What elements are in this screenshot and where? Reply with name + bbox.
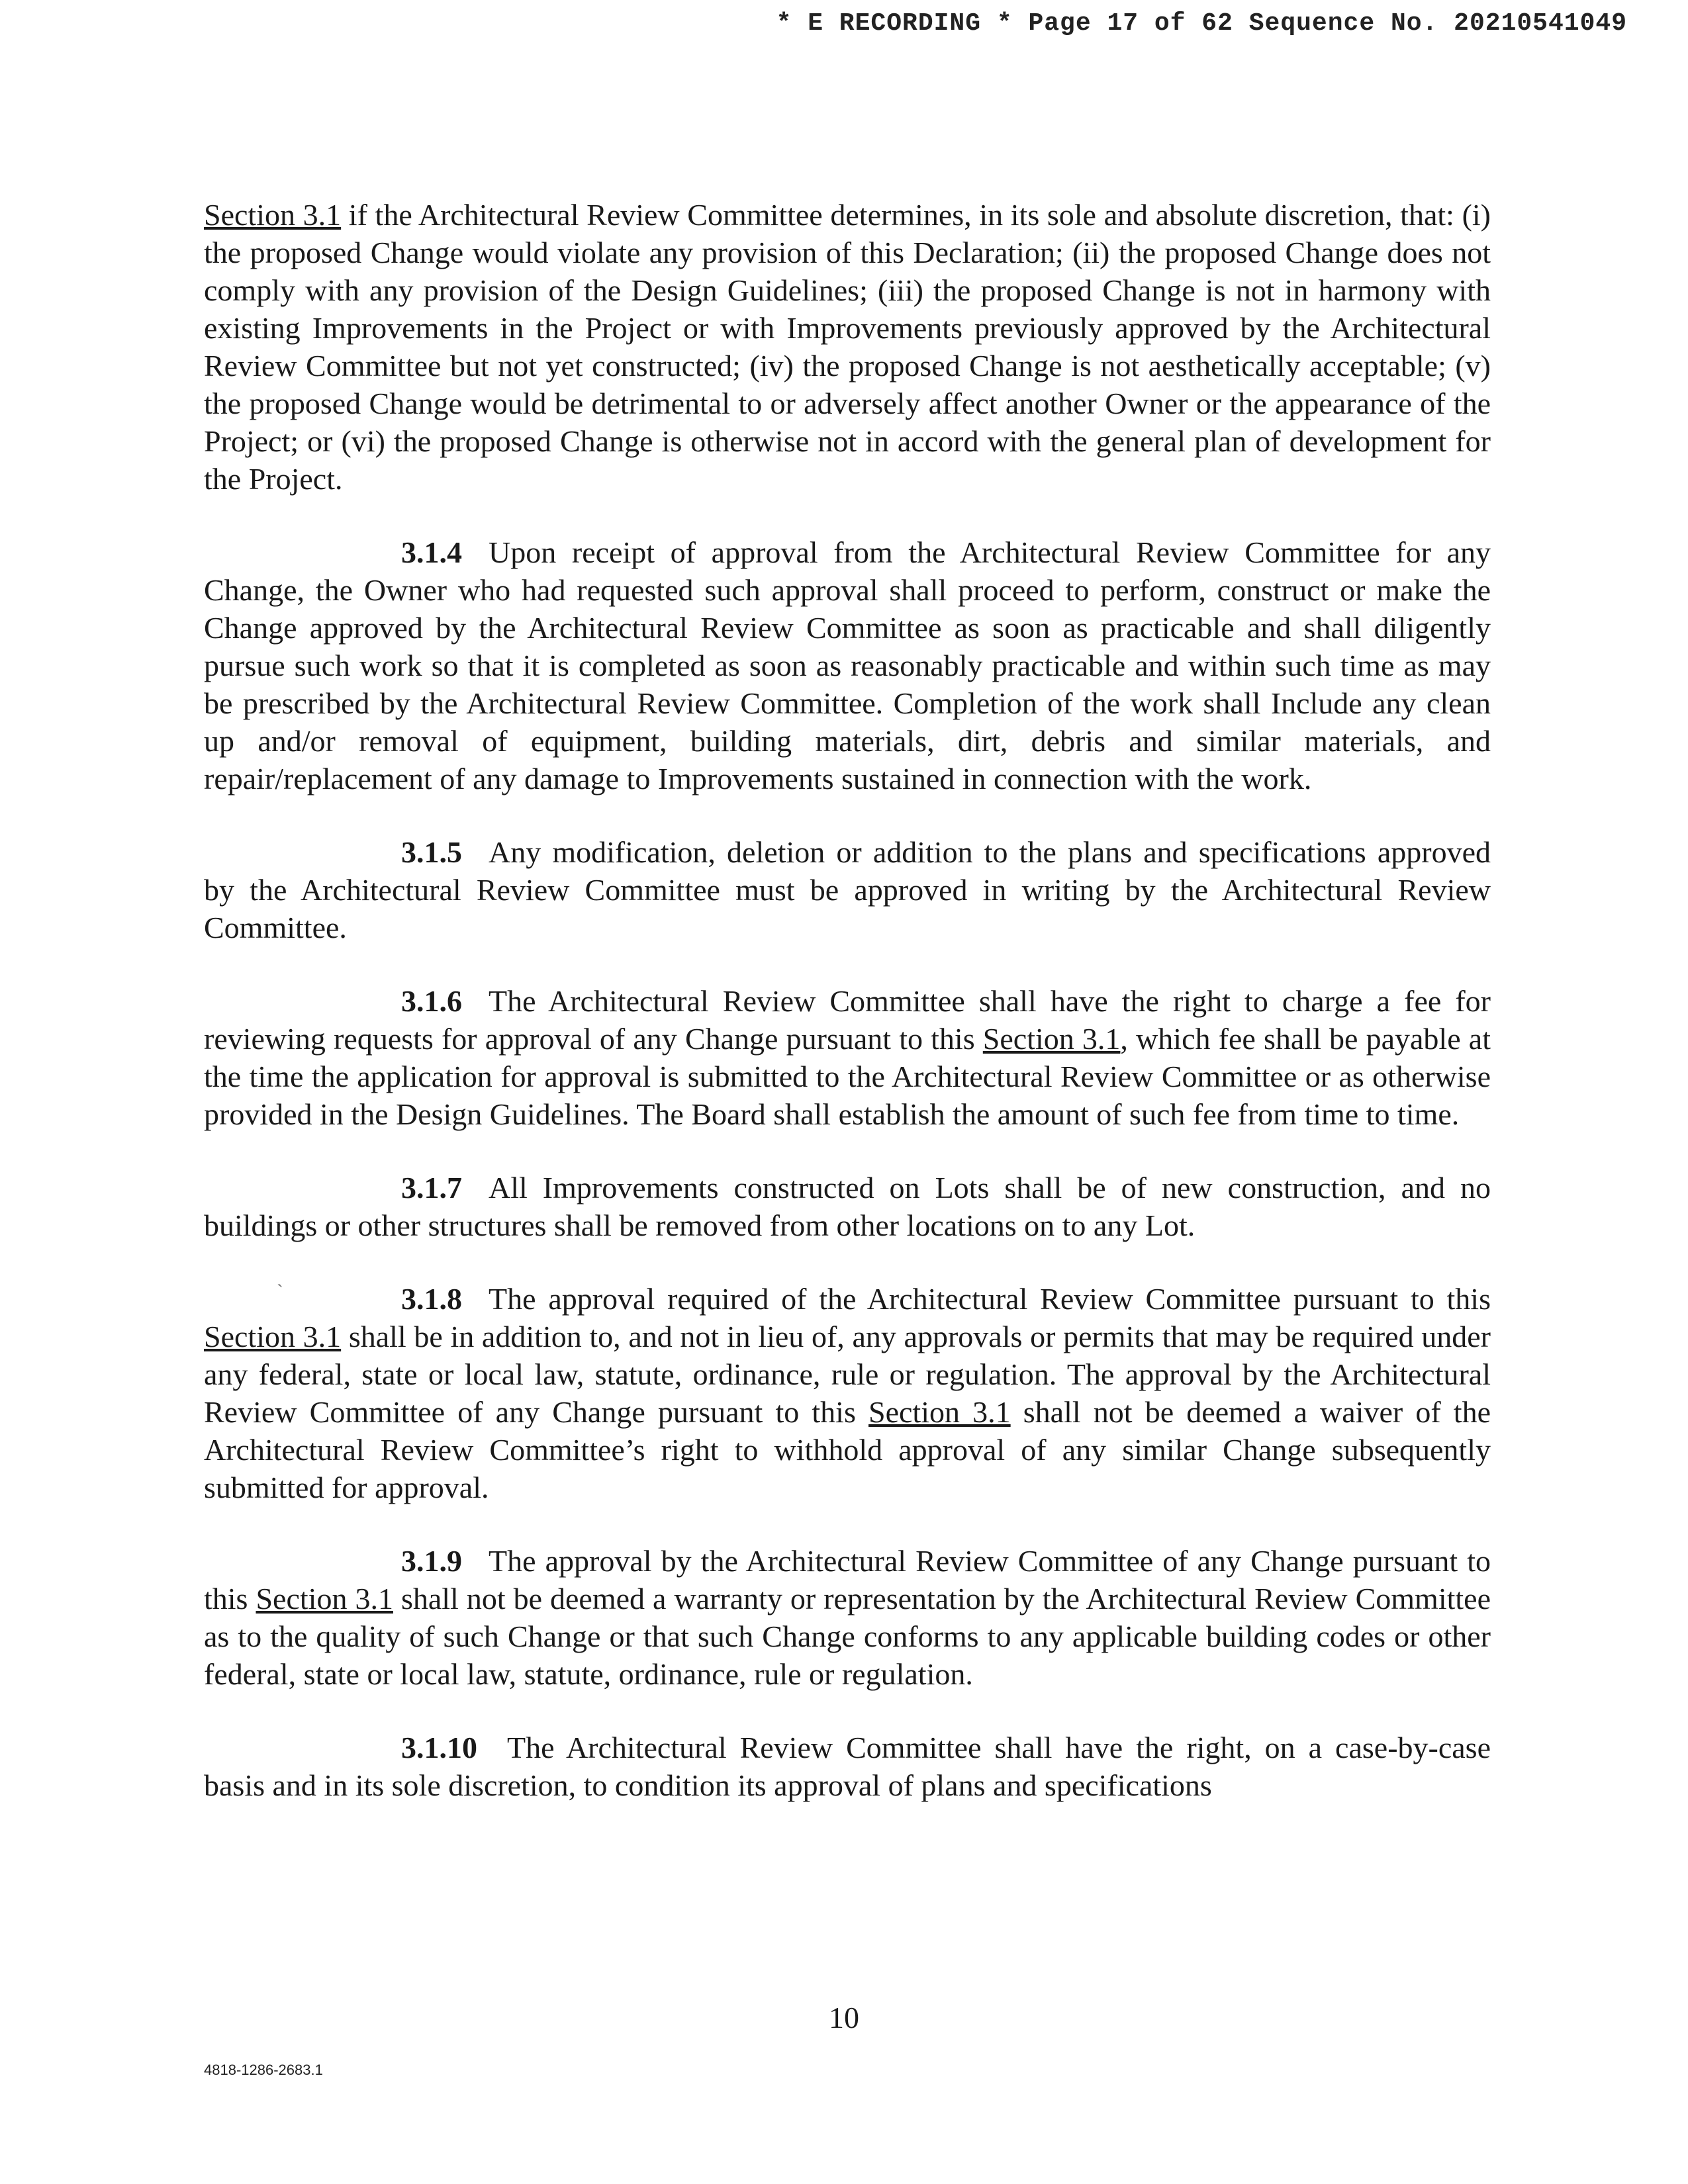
paragraph-text: The approval required of the Architectural Review Committee pursuant to this: [489, 1282, 1491, 1316]
paragraph-text: Any modification, deletion or addition to the plans and specifications approved by the Architectural Review Committee must be approved in writing by the Architectural Review Committee.: [204, 835, 1491, 944]
section-number: 3.1.5: [401, 835, 462, 869]
paragraph-text: All Improvements constructed on Lots shall be of new construction, and no buildings or other structures shall be removed from other locations on to any Lot.: [204, 1171, 1491, 1242]
paragraph-text: Upon receipt of approval from the Architectural Review Committee for any Change, the Owner who had requested such approval shall proceed to perform, construct or make the Change approved by the Architectural Review Committee as soon as practicable and shall diligently pursue such work so that it is completed as soon as reasonably practicable and within such time as may be prescribed by the Architectural Review Committee. Completion of the work shall Include any clean up and/or removal of equipment, building materials, dirt, debris and similar materials, and repair/replacement of any damage to Improvements sustained in connection with the work.: [204, 535, 1491, 796]
document-body: [204, 196, 1491, 1840]
document-id: 4818-1286-2683.1: [204, 2062, 323, 2078]
paragraph-text: The Architectural Review Committee shall have the right, on a case-by-case basis and in its sole discretion, to condition its approval of plans and specifications: [204, 1731, 1491, 1802]
paragraph-text: , which fee shall be payable at the time the application for approval is submitted to the Architectural Review Committee or as otherwise provided in the Design Guidelines. The Board shall establish the amount of such fee from time to time.: [204, 1022, 1491, 1131]
paragraph-continuation: [204, 196, 1491, 498]
paragraph-3-1-6: [204, 982, 1491, 1133]
paragraph-text: shall not be deemed a warranty or representation by the Architectural Review Committee as to the quality of such Change or that such Change conforms to any applicable building codes or other federal, state or local law, statute, ordinance, rule or regulation.: [204, 1582, 1491, 1691]
section-reference: Section 3.1: [982, 1022, 1121, 1056]
section-reference: Section 3.1: [204, 1320, 342, 1353]
scan-speck: `: [277, 1281, 283, 1302]
paragraph-3-1-10: [204, 1729, 1491, 1804]
section-reference: Section 3.1: [256, 1582, 393, 1615]
section-number: 3.1.6: [401, 984, 462, 1018]
paragraph-text: The approval by the Architectural Review Committee of any Change pursuant to this: [204, 1544, 1491, 1615]
recording-stamp: * E RECORDING * Page 17 of 62 Sequence No. 20210541049: [776, 9, 1627, 38]
section-reference: Section 3.1: [868, 1395, 1011, 1429]
section-number: 3.1.8: [401, 1282, 462, 1316]
paragraph-3-1-7: [204, 1169, 1491, 1244]
section-number: 3.1.7: [401, 1171, 462, 1205]
paragraph-text: if the Architectural Review Committee determines, in its sole and absolute discretion, that: (i) the proposed Change would violate any provision of this Declaration; (ii) the proposed Change does not comply with any provision of the Design Guidelines; (iii) the proposed Change is not in harmony with existing Improvements in the Project or with Improvements previously approved by the Architectural Review Committee but not yet constructed; (iv) the proposed Change is not aesthetically acceptable; (v) the proposed Change would be detrimental to or adversely affect another Owner or the appearance of the Project; or (vi) the proposed Change is otherwise not in accord with the general plan of development for the Project.: [204, 198, 1491, 496]
paragraph-text: The Architectural Review Committee shall have the right to charge a fee for reviewing requests for approval of any Change pursuant to this: [204, 984, 1491, 1056]
paragraph-3-1-4: [204, 533, 1491, 797]
section-number: 3.1.10: [401, 1731, 477, 1764]
paragraph-text: shall be in addition to, and not in lieu of, any approvals or permits that may be required under any federal, state or local law, statute, ordinance, rule or regulation. The approval by the Architectural Review Committee of any Change pursuant to this: [204, 1320, 1491, 1429]
section-number: 3.1.4: [401, 535, 462, 569]
paragraph-text: shall not be deemed a waiver of the Architectural Review Committee’s right to withhold approval of any similar Change subsequently submitted for approval.: [204, 1395, 1491, 1504]
paragraph-3-1-8: [204, 1280, 1491, 1506]
section-reference: Section 3.1: [204, 198, 342, 232]
paragraph-3-1-5: [204, 833, 1491, 946]
page-number: 10: [829, 2001, 859, 2034]
section-number: 3.1.9: [401, 1544, 462, 1578]
paragraph-3-1-9: [204, 1542, 1491, 1693]
